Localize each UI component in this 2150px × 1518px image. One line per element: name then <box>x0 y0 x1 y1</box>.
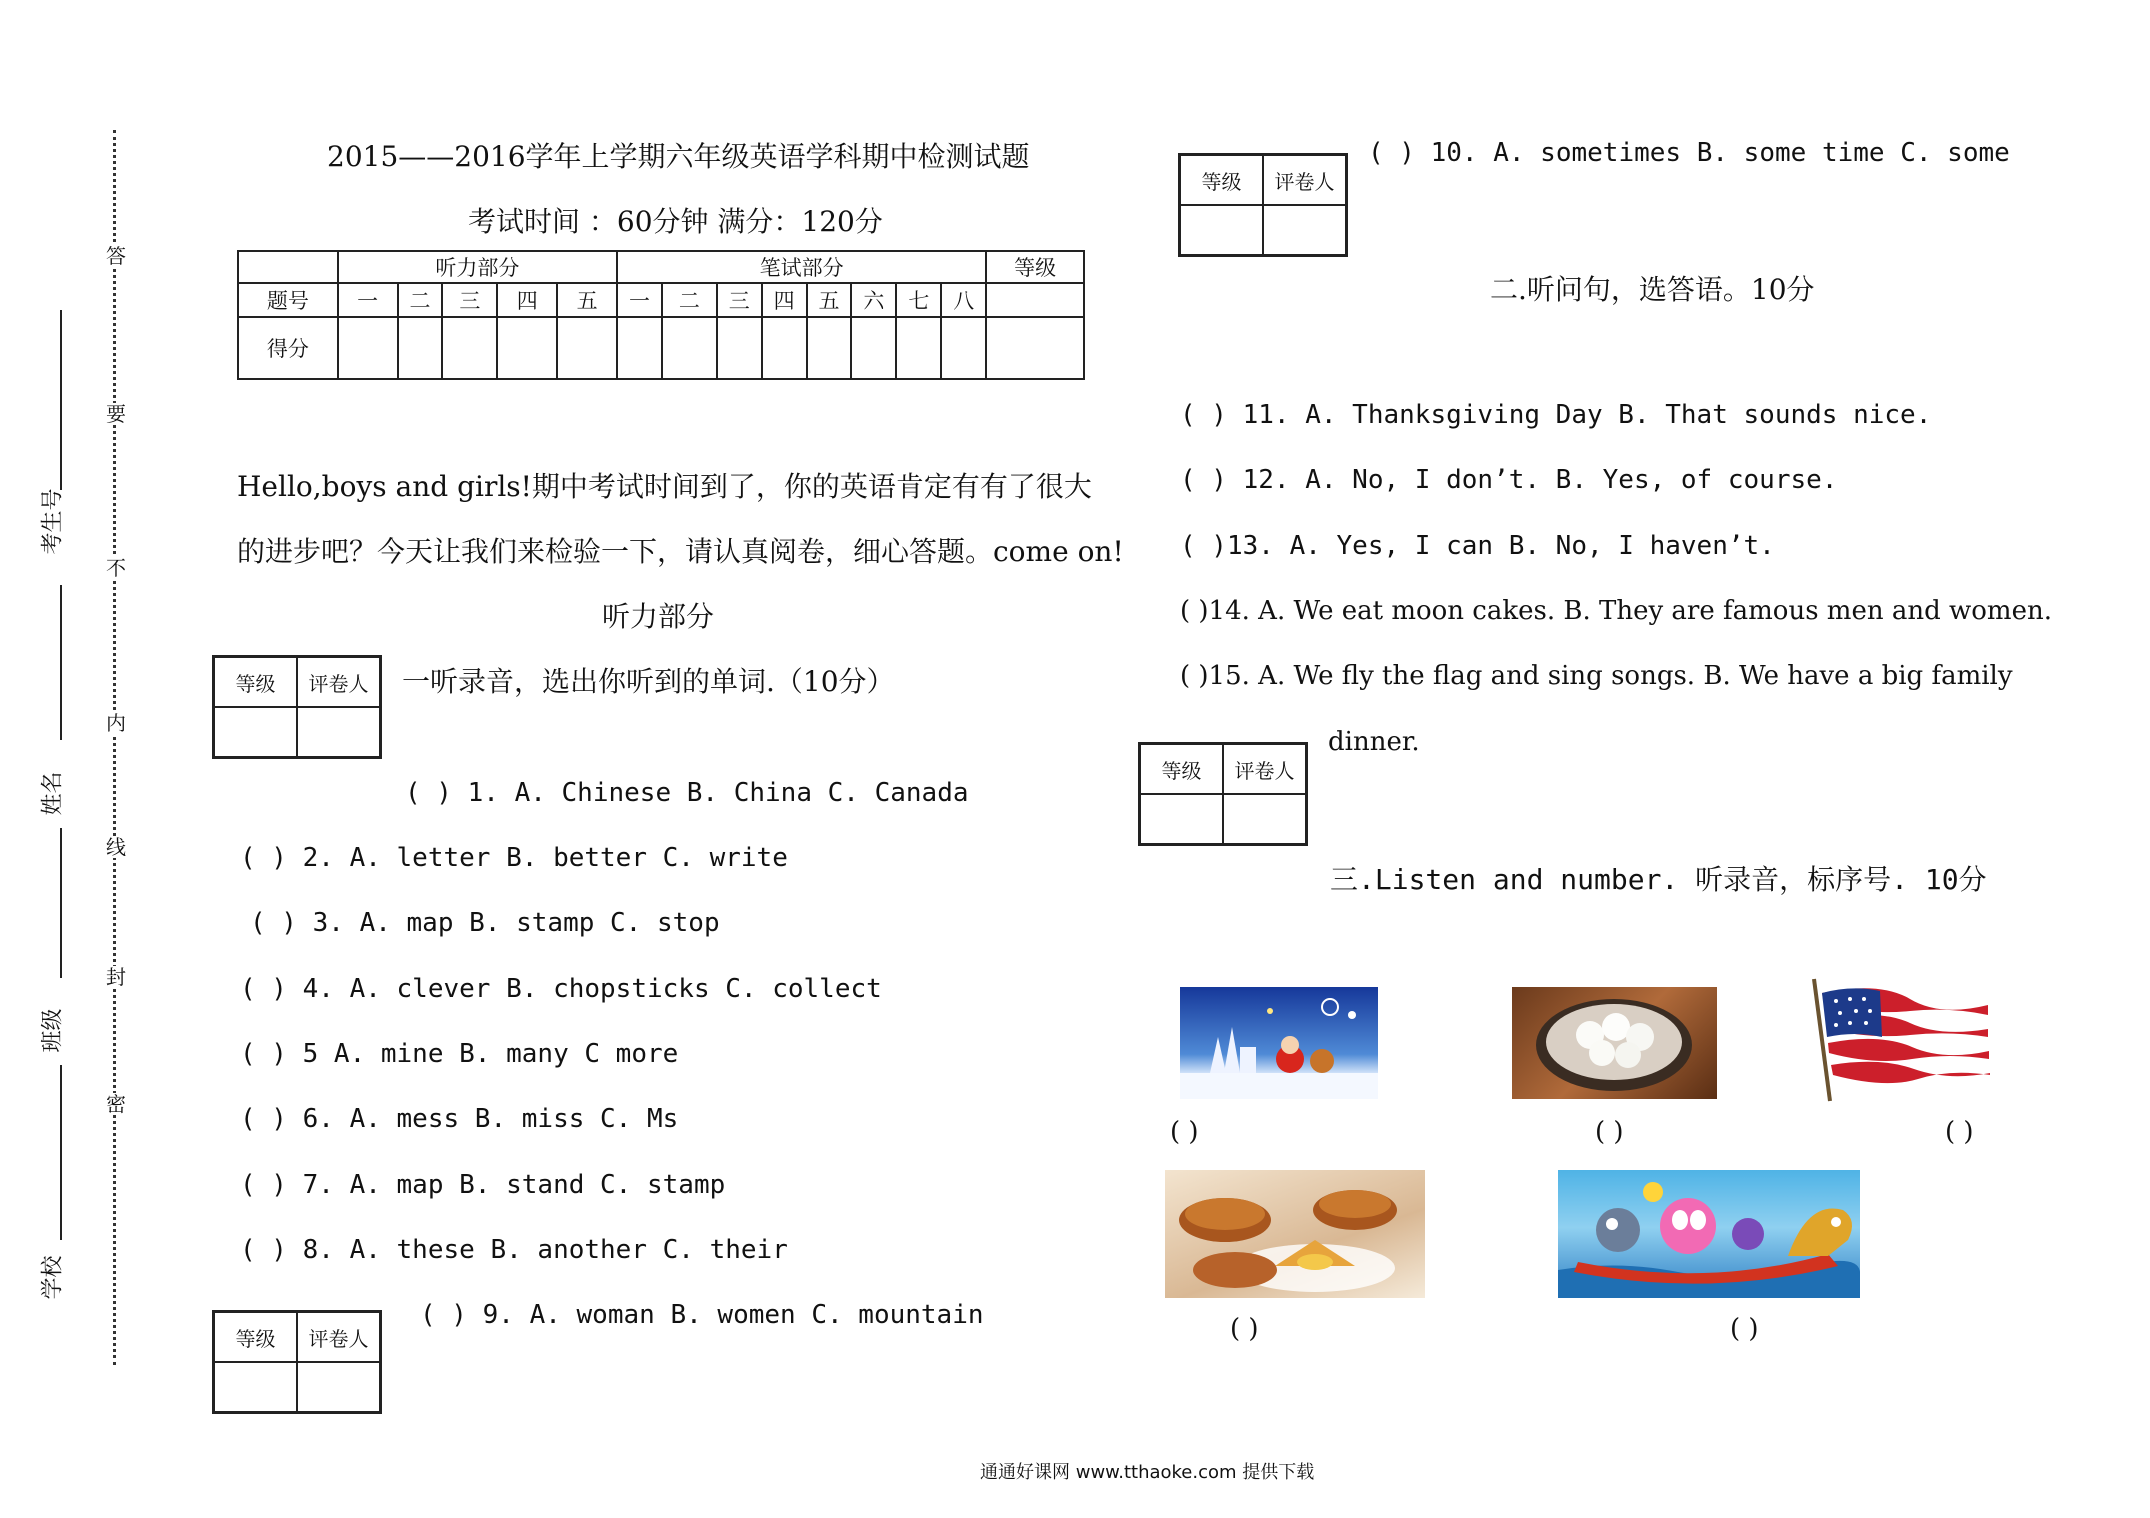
grade-box-cell[interactable] <box>1140 794 1223 844</box>
score-table-grade-header: 等级 <box>986 251 1084 283</box>
exam-title: 2015——2016学年上学期六年级英语学科期中检测试题 <box>327 140 1030 173</box>
grade-box-cell[interactable] <box>1263 205 1346 255</box>
part3-title: 三.Listen and number. 听录音，标序号. 10分 <box>1330 863 1987 896</box>
score-table <box>237 250 1085 380</box>
binding-line <box>60 1065 62 1240</box>
score-table-col: 四 <box>762 283 807 317</box>
score-table-col: 三 <box>442 283 497 317</box>
grade-box-label: 等级 <box>1140 744 1223 794</box>
christmas-scene-picture <box>1180 987 1378 1099</box>
binding-line <box>60 828 62 978</box>
grade-box-cell[interactable] <box>1180 205 1263 255</box>
grade-box-label: 评卷人 <box>297 657 380 707</box>
binding-char: 要 <box>106 402 126 426</box>
score-cell[interactable] <box>662 317 717 379</box>
score-table-col: 二 <box>398 283 443 317</box>
binding-line <box>60 585 62 740</box>
question-15-continued: dinner. <box>1328 727 1420 757</box>
question-1: ( ) 1. A. Chinese B. China C. Canada <box>405 778 969 808</box>
page-footer: 通通好课网 www.tthaoke.com 提供下载 <box>980 1462 1315 1483</box>
grade-box <box>1178 153 1348 257</box>
score-table-col: 一 <box>338 283 398 317</box>
intro-line-2: 的进步吧？今天让我们来检验一下，请认真阅卷，细心答题。come on! <box>237 535 1124 568</box>
answer-blank[interactable]: ( ) <box>1170 1117 1199 1147</box>
score-cell[interactable] <box>807 317 852 379</box>
score-table-col: 一 <box>617 283 662 317</box>
score-table-col: 五 <box>807 283 852 317</box>
grade-box-label: 等级 <box>1180 155 1263 205</box>
score-cell[interactable] <box>497 317 557 379</box>
score-cell[interactable] <box>557 317 617 379</box>
score-table-writing-header: 笔试部分 <box>617 251 986 283</box>
binding-char: 不 <box>106 556 126 580</box>
grade-box-cell[interactable] <box>214 707 297 757</box>
question-5: ( ) 5 A. mine B. many C more <box>240 1039 679 1069</box>
binding-label-name: 姓名 <box>40 771 66 816</box>
answer-blank[interactable]: ( ) <box>1595 1117 1624 1147</box>
score-table-col: 五 <box>557 283 617 317</box>
question-7: ( ) 7. A. map B. stand C. stamp <box>240 1170 726 1200</box>
score-cell[interactable] <box>941 317 986 379</box>
grade-box <box>1138 742 1308 846</box>
binding-dotted-line <box>113 130 116 1365</box>
score-cell[interactable] <box>986 317 1084 379</box>
answer-blank[interactable]: ( ) <box>1730 1314 1759 1344</box>
score-cell[interactable] <box>762 317 807 379</box>
score-cell[interactable] <box>896 317 941 379</box>
score-table-col: 六 <box>851 283 896 317</box>
question-10: ( ) 10. A. sometimes B. some time C. some <box>1368 138 2010 168</box>
grade-box-label: 评卷人 <box>1223 744 1306 794</box>
score-cell[interactable] <box>851 317 896 379</box>
score-cell[interactable] <box>717 317 762 379</box>
question-4: ( ) 4. A. clever B. chopsticks C. collect <box>240 974 882 1004</box>
question-15: ( )15. A. We fly the flag and sing songs. B. We have a big family <box>1180 661 2013 691</box>
question-11: ( ) 11. A. Thanksgiving Day B. That sounds nice. <box>1180 400 1932 430</box>
answer-blank[interactable]: ( ) <box>1230 1314 1259 1344</box>
score-cell[interactable] <box>338 317 398 379</box>
part1-title: 一听录音，选出你听到的单词.（10分） <box>402 665 895 698</box>
score-cell[interactable] <box>398 317 443 379</box>
grade-box <box>212 655 382 759</box>
grade-box-label: 等级 <box>214 657 297 707</box>
binding-char: 内 <box>106 711 126 735</box>
question-3: ( ) 3. A. map B. stamp C. stop <box>250 908 720 938</box>
score-table-empty <box>986 283 1084 317</box>
binding-line <box>60 310 62 490</box>
part2-title: 二.听问句，选答语。10分 <box>1490 273 1815 306</box>
intro-line-1: Hello,boys and girls!期中考试时间到了，你的英语肯定有有了很大 <box>237 470 1092 503</box>
question-12: ( ) 12. A. No, I don’t. B. Yes, of course. <box>1180 465 1838 495</box>
score-table-row-label: 得分 <box>238 317 338 379</box>
score-table-col: 二 <box>662 283 717 317</box>
score-cell[interactable] <box>617 317 662 379</box>
score-table-col: 三 <box>717 283 762 317</box>
binding-char: 密 <box>106 1092 126 1116</box>
score-table-col: 八 <box>941 283 986 317</box>
tangyuan-bowl-picture <box>1512 987 1717 1099</box>
binding-char: 答 <box>106 244 126 268</box>
score-table-col: 四 <box>497 283 557 317</box>
moon-cakes-picture <box>1165 1170 1425 1298</box>
grade-box-label: 评卷人 <box>1263 155 1346 205</box>
grade-box-cell[interactable] <box>297 707 380 757</box>
binding-char: 线 <box>106 835 126 859</box>
answer-blank[interactable]: ( ) <box>1945 1117 1974 1147</box>
score-table-col: 七 <box>896 283 941 317</box>
dragon-boat-picture <box>1558 1170 1860 1298</box>
binding-label-student-id: 考生号 <box>40 488 66 555</box>
question-2: ( ) 2. A. letter B. better C. write <box>240 843 788 873</box>
score-table-listening-header: 听力部分 <box>338 251 617 283</box>
grade-box-label: 等级 <box>214 1312 297 1362</box>
score-cell[interactable] <box>442 317 497 379</box>
question-6: ( ) 6. A. mess B. miss C. Ms <box>240 1104 679 1134</box>
binding-char: 封 <box>106 965 126 989</box>
grade-box <box>212 1310 382 1414</box>
exam-info: 考试时间 ：60分钟 满分：120分 <box>468 205 883 238</box>
question-9: ( ) 9. A. woman B. women C. mountain <box>420 1300 984 1330</box>
grade-box-cell[interactable] <box>297 1362 380 1412</box>
score-table-empty <box>238 251 338 283</box>
question-13: ( )13. A. Yes, I can B. No, I haven’t. <box>1180 531 1775 561</box>
score-table-row-label: 题号 <box>238 283 338 317</box>
grade-box-cell[interactable] <box>1223 794 1306 844</box>
question-14: ( )14. A. We eat moon cakes. B. They are famous men and women. <box>1180 596 2052 626</box>
binding-label-school: 学校 <box>40 1255 66 1300</box>
listening-section-title: 听力部分 <box>602 600 715 633</box>
question-8: ( ) 8. A. these B. another C. their <box>240 1235 788 1265</box>
us-flag-picture <box>1800 975 1995 1103</box>
grade-box-cell[interactable] <box>214 1362 297 1412</box>
binding-label-class: 班级 <box>40 1008 66 1053</box>
grade-box-label: 评卷人 <box>297 1312 380 1362</box>
